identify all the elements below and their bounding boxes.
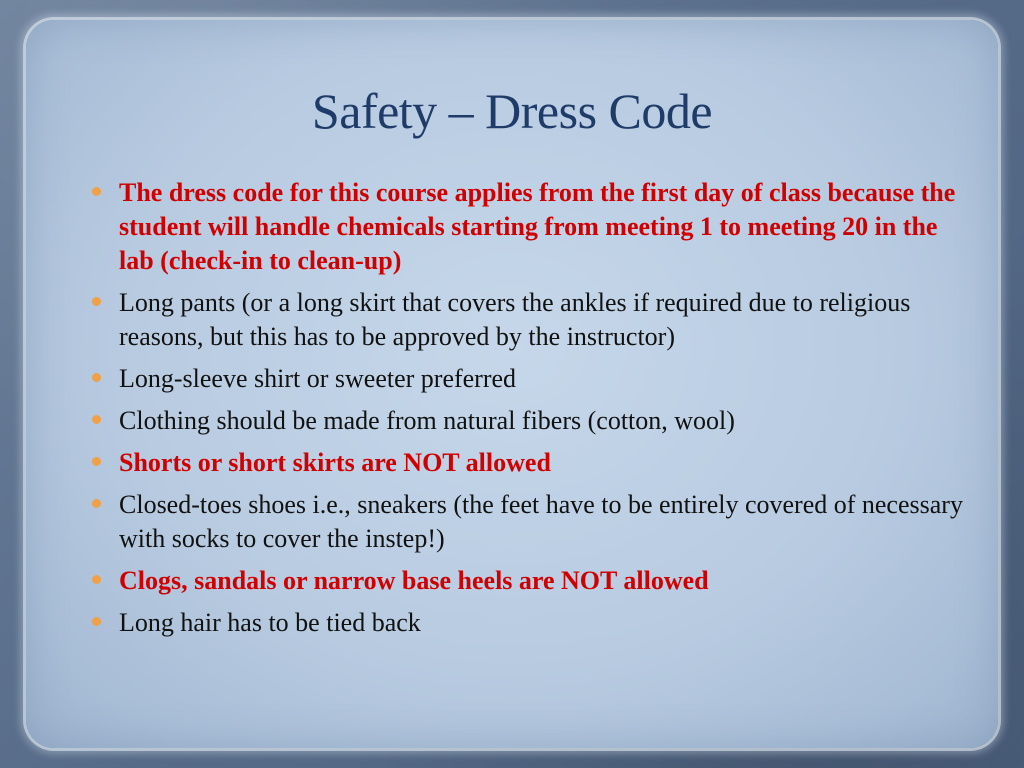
bullet-dot-icon bbox=[92, 617, 101, 626]
slide-title: Safety – Dress Code bbox=[311, 83, 713, 139]
bullet-dot-icon bbox=[92, 575, 101, 584]
bullet-text: Clogs, sandals or narrow base heels are NOT allowed bbox=[119, 566, 709, 595]
slide-panel bbox=[26, 20, 998, 748]
bullet-item bbox=[92, 404, 972, 438]
bullet-dot-icon bbox=[92, 297, 101, 306]
bullet-text: Closed-toes shoes i.e., sneakers (the feet have to be entirely covered of necessary with socks to cover the instep!) bbox=[119, 490, 963, 553]
bullet-item bbox=[92, 446, 972, 480]
bullet-dot-icon bbox=[92, 415, 101, 424]
bullet-list bbox=[92, 176, 972, 648]
bullet-text: Clothing should be made from natural fibers (cotton, wool) bbox=[119, 406, 735, 435]
bullet-text: Long pants (or a long skirt that covers the ankles if required due to religious reasons, but this has to be approved by the instructor) bbox=[119, 288, 911, 351]
bullet-text: The dress code for this course applies from the first day of class because the student will handle chemicals starting from meeting 1 to meeting 20 in the lab (check-in to clean-up) bbox=[119, 178, 956, 275]
bullet-dot-icon bbox=[92, 457, 101, 466]
bullet-item bbox=[92, 286, 972, 354]
bullet-text: Long hair has to be tied back bbox=[119, 608, 421, 637]
bullet-text: Long-sleeve shirt or sweeter preferred bbox=[119, 364, 517, 393]
bullet-item bbox=[92, 488, 972, 556]
bullet-text: Shorts or short skirts are NOT allowed bbox=[119, 448, 551, 477]
bullet-dot-icon bbox=[92, 187, 101, 196]
bullet-item bbox=[92, 606, 972, 640]
bullet-item bbox=[92, 362, 972, 396]
bullet-item bbox=[92, 564, 972, 598]
bullet-item bbox=[92, 176, 972, 278]
bullet-dot-icon bbox=[92, 373, 101, 382]
bullet-dot-icon bbox=[92, 499, 101, 508]
